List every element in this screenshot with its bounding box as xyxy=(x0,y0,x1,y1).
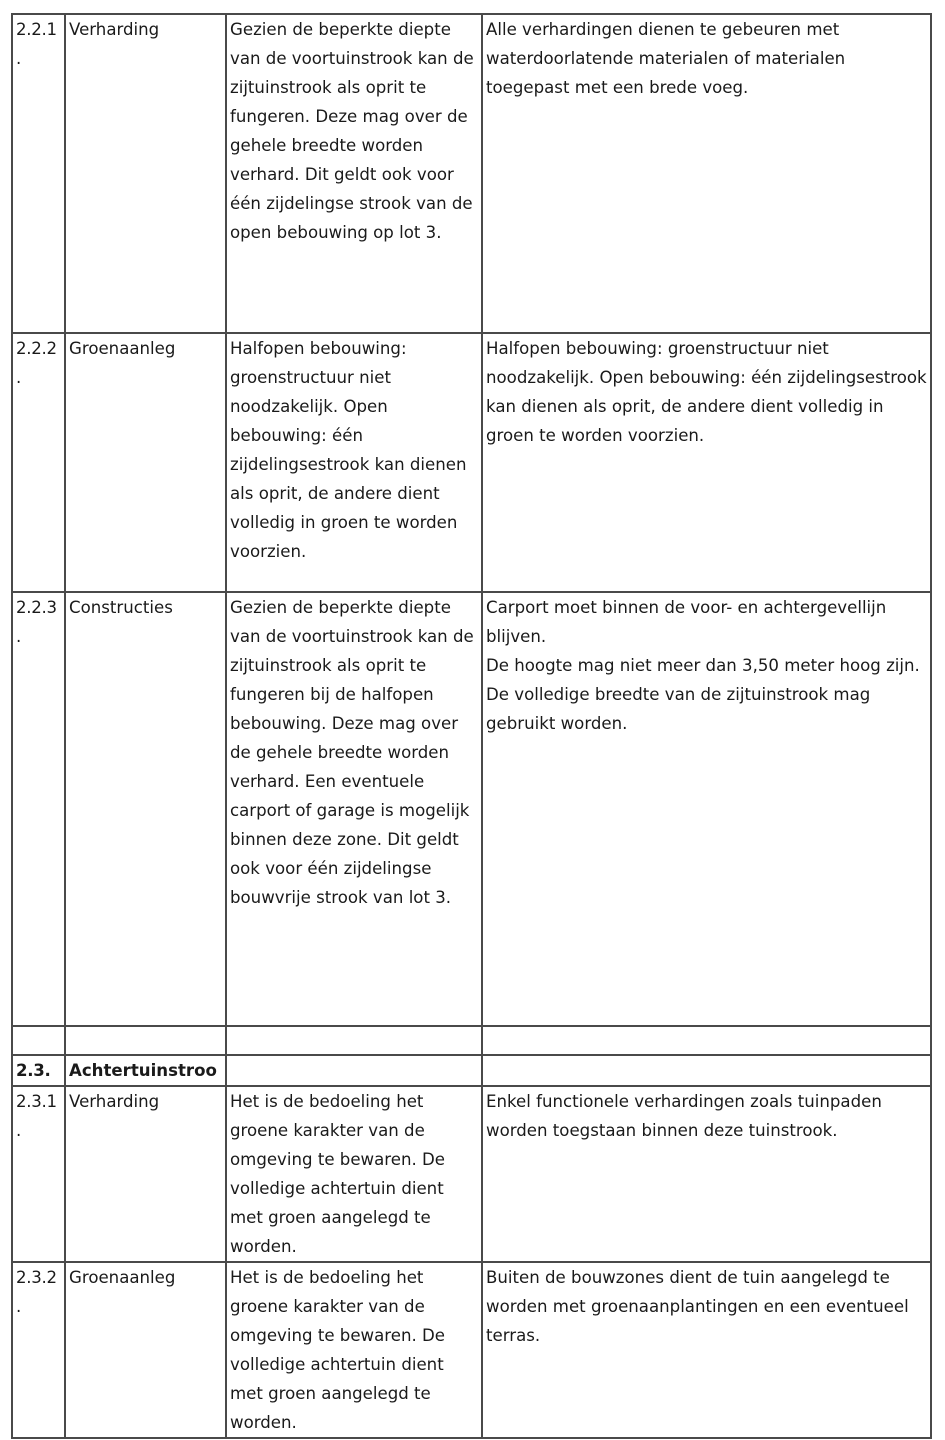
table-row xyxy=(12,592,931,1026)
section-rule: Halfopen bebouwing: groenstructuur niet noodzakelijk. Open bebouwing: één zijdelingsestrook kan dienen als oprit, de andere dient volledig in groen te worden voorzien. xyxy=(482,333,931,592)
section-name xyxy=(65,1026,226,1055)
section-rule xyxy=(482,1055,931,1086)
section-rule: Carport moet binnen de voor- en achtergevellijn blijven. De hoogte mag niet meer dan 3,50 meter hoog zijn. De volledige breedte van de zijtuinstrook mag gebruikt worden. xyxy=(482,592,931,1026)
section-name: Groenaanleg xyxy=(65,1262,226,1438)
section-number: 2.2.3 . xyxy=(12,592,65,1026)
section-description xyxy=(226,1055,482,1086)
table-row xyxy=(12,1086,931,1262)
section-name: Groenaanleg xyxy=(65,333,226,592)
section-number: 2.3.1 . xyxy=(12,1086,65,1262)
section-description: Het is de bedoeling het groene karakter van de omgeving te bewaren. De volledige achtertuin dient met groen aangelegd te worden. xyxy=(226,1262,482,1438)
table-row-empty xyxy=(12,1026,931,1055)
section-heading: Achtertuinstroo xyxy=(65,1055,226,1086)
table-row xyxy=(12,14,931,333)
section-description: Het is de bedoeling het groene karakter van de omgeving te bewaren. De volledige achtertuin dient met groen aangelegd te worden. xyxy=(226,1086,482,1262)
section-number: 2.2.2 . xyxy=(12,333,65,592)
section-heading-row xyxy=(12,1055,931,1086)
section-name: Verharding xyxy=(65,1086,226,1262)
section-rule: Alle verhardingen dienen te gebeuren met waterdoorlatende materialen of materialen toegepast met een brede voeg. xyxy=(482,14,931,333)
section-description: Halfopen bebouwing: groenstructuur niet noodzakelijk. Open bebouwing: één zijdelingsestrook kan dienen als oprit, de andere dient volledig in groen te worden voorzien. xyxy=(226,333,482,592)
section-description: Gezien de beperkte diepte van de voortuinstrook kan de zijtuinstrook als oprit te fungeren bij de halfopen bebouwing. Deze mag over de gehele breedte worden verhard. Een eventuele carport of garage is mogelijk binnen deze zone. Dit geldt ook voor één zijdelingse bouwvrije strook van lot 3. xyxy=(226,592,482,1026)
section-number: 2.2.1 . xyxy=(12,14,65,333)
regulations-table xyxy=(11,13,932,1439)
section-name: Verharding xyxy=(65,14,226,333)
section-number xyxy=(12,1026,65,1055)
section-number: 2.3.2 . xyxy=(12,1262,65,1438)
section-description: Gezien de beperkte diepte van de voortuinstrook kan de zijtuinstrook als oprit te fungeren. Deze mag over de gehele breedte worden verhard. Dit geldt ook voor één zijdelingse strook van de open bebouwing op lot 3. xyxy=(226,14,482,333)
section-description xyxy=(226,1026,482,1055)
section-name: Constructies xyxy=(65,592,226,1026)
table-row xyxy=(12,1262,931,1438)
section-number: 2.3. xyxy=(12,1055,65,1086)
table-row xyxy=(12,333,931,592)
section-rule: Enkel functionele verhardingen zoals tuinpaden worden toegstaan binnen deze tuinstrook. xyxy=(482,1086,931,1262)
section-rule xyxy=(482,1026,931,1055)
section-rule: Buiten de bouwzones dient de tuin aangelegd te worden met groenaanplantingen en een eventueel terras. xyxy=(482,1262,931,1438)
